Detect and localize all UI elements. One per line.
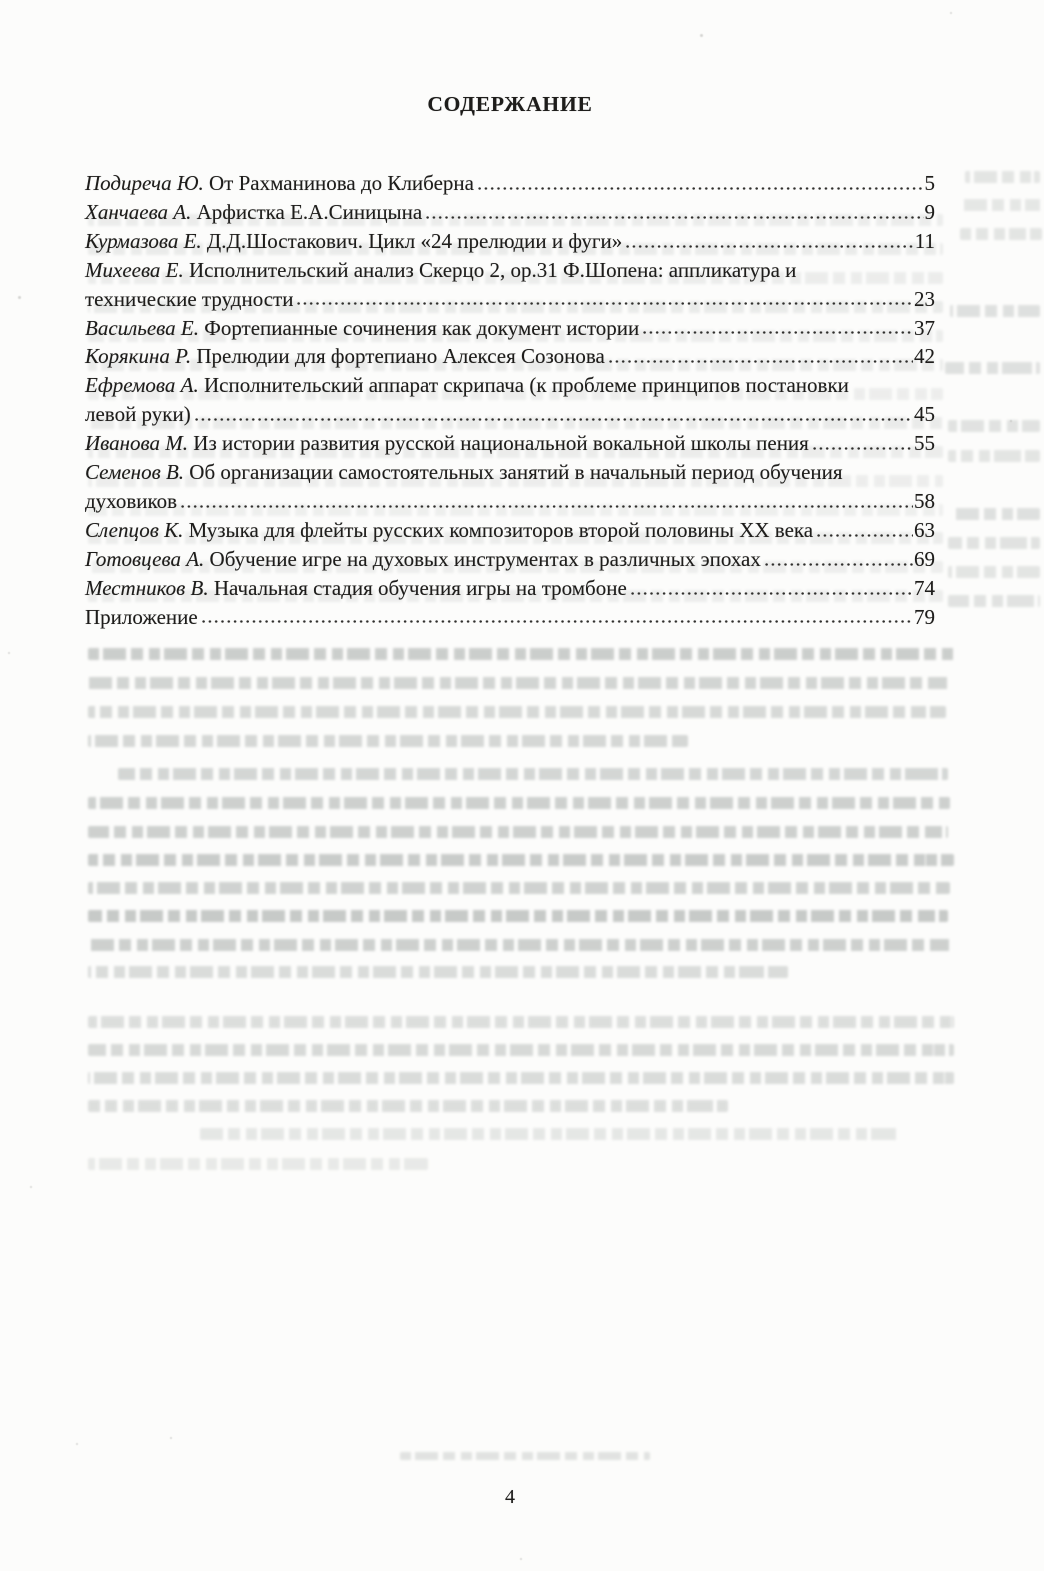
dot-leader <box>181 505 913 508</box>
toc-page-number: 9 <box>924 199 935 224</box>
scan-speck <box>30 1186 32 1188</box>
toc-entry-text: левой руки) <box>85 402 191 427</box>
toc-author: Михеева Е. <box>85 257 190 282</box>
toc-author: Ханчаева А. <box>85 199 197 224</box>
bleedthrough-line <box>88 826 948 838</box>
toc-entry-line <box>85 516 935 545</box>
toc-entry-text: Васильева Е. Фортепианные сочинения как документ истории <box>85 315 640 340</box>
toc-entry-line <box>85 574 935 603</box>
toc-entry-line <box>85 227 935 256</box>
toc-page-number: 11 <box>914 228 935 253</box>
toc-page-number: 45 <box>914 402 935 427</box>
dot-leader <box>609 360 913 363</box>
page-content <box>85 0 935 632</box>
folio-page-number: 4 <box>505 1486 515 1508</box>
scan-speck <box>950 12 952 14</box>
toc-entry-text: технические трудности <box>85 286 294 311</box>
toc-author: Корякина Р. <box>85 344 197 369</box>
toc-author: Ефремова А. <box>85 373 204 398</box>
dot-leader <box>195 418 913 421</box>
bleedthrough-line <box>88 1072 954 1084</box>
toc-author: Васильева Е. <box>85 315 205 340</box>
bleedthrough-line <box>965 171 1040 183</box>
dot-leader <box>765 563 913 566</box>
toc-entry-line <box>85 198 935 227</box>
bleedthrough-line <box>948 537 1040 549</box>
toc-entry-line <box>85 285 935 314</box>
bleedthrough-line <box>88 1044 954 1056</box>
scan-speck <box>1010 420 1012 422</box>
toc-entry-text: Слепцов К. Музыка для флейты русских композиторов второй половины ХХ века <box>85 517 814 542</box>
bleedthrough-line <box>960 228 1042 240</box>
toc-author: Семенов В. <box>85 460 190 485</box>
toc-author: Подиреча Ю. <box>85 171 210 195</box>
toc-page-number: 69 <box>914 546 935 571</box>
toc-entry-line <box>85 314 935 343</box>
toc-title: СОДЕРЖАНИЕ <box>427 92 593 116</box>
bleedthrough-line <box>88 966 788 978</box>
bleedthrough-line <box>952 508 1040 520</box>
scan-speck <box>520 1558 522 1560</box>
bleedthrough-line <box>400 1452 650 1460</box>
bleedthrough-line <box>88 706 946 718</box>
toc-entry-line <box>85 429 935 458</box>
toc-entry-text: Приложение <box>85 604 198 629</box>
dot-leader <box>643 331 913 334</box>
toc-entry-line <box>85 603 935 632</box>
bleedthrough-line <box>88 735 688 747</box>
toc-list <box>85 169 935 632</box>
dot-leader <box>478 187 924 190</box>
toc-page-number: 79 <box>914 604 935 629</box>
toc-page-number: 5 <box>924 171 935 195</box>
toc-page-number: 74 <box>914 575 935 600</box>
toc-entry-line <box>85 169 935 198</box>
dot-leader <box>202 620 913 623</box>
bleedthrough-line <box>945 362 1040 374</box>
toc-entry-text: Курмазова Е. Д.Д.Шостакович. Цикл «24 прелюдии и фуги» <box>85 228 623 253</box>
toc-entry-text: Иванова М. Из истории развития русской национальной вокальной школы пения <box>85 431 809 456</box>
scan-speck <box>170 1437 172 1439</box>
bleedthrough-line <box>118 768 948 780</box>
bleedthrough-line <box>88 1100 728 1112</box>
toc-entry-line <box>85 487 935 516</box>
bleedthrough-line <box>88 910 948 922</box>
toc-entry-text: Готовцева А. Обучение игре на духовых инструментах в различных эпохах <box>85 546 761 571</box>
scan-speck <box>76 1443 78 1445</box>
toc-author: Местников В. <box>85 575 214 600</box>
bleedthrough-line <box>88 797 950 809</box>
dot-leader <box>817 534 913 537</box>
bleedthrough-line <box>962 199 1042 211</box>
bleedthrough-line <box>950 305 1040 317</box>
toc-entry-text: Ханчаева А. Арфистка Е.А.Синицына <box>85 199 423 224</box>
toc-entry-line <box>85 342 935 371</box>
bleedthrough-line <box>948 595 1040 607</box>
bleedthrough-line <box>948 450 1040 462</box>
bleedthrough-line <box>88 939 950 951</box>
bleedthrough-line <box>88 882 950 894</box>
toc-page-number: 23 <box>914 286 935 311</box>
toc-page-number: 37 <box>914 315 935 340</box>
toc-page-number: 63 <box>914 517 935 542</box>
toc-entry-text: Местников В. Начальная стадия обучения игры на тромбоне <box>85 575 627 600</box>
scan-speck <box>8 652 10 654</box>
toc-entry-text: Подиреча Ю. От Рахманинова до Клиберна <box>85 171 474 195</box>
toc-entry-text: Ефремова А. Исполнительский аппарат скрипача (к проблеме принципов постановки <box>85 373 849 398</box>
toc-entry-line <box>85 545 935 574</box>
toc-entry-text: Михеева Е. Исполнительский анализ Скерцо 2, ор.31 Ф.Шопена: аппликатура и <box>85 257 797 282</box>
dot-leader <box>631 592 913 595</box>
toc-entry-line <box>85 400 935 429</box>
bleedthrough-line <box>200 1128 900 1140</box>
toc-author: Курмазова Е. <box>85 228 207 253</box>
bleedthrough-line <box>88 648 956 660</box>
toc-author: Иванова М. <box>85 431 194 456</box>
dot-leader <box>813 447 913 450</box>
bleedthrough-line <box>88 1016 954 1028</box>
toc-entry-text: Корякина Р. Прелюдии для фортепиано Алексея Созонова <box>85 344 605 369</box>
toc-entry-text: Семенов В. Об организации самостоятельных занятий в начальный период обучения <box>85 460 843 485</box>
dot-leader <box>626 245 913 248</box>
bleedthrough-line <box>88 1158 428 1170</box>
toc-entry-line <box>85 371 935 400</box>
toc-entry-line <box>85 458 935 487</box>
toc-entry-line <box>85 256 935 285</box>
bleedthrough-line <box>88 677 950 689</box>
bleedthrough-line <box>948 420 1040 432</box>
scan-speck <box>18 296 21 299</box>
toc-entry-text: духовиков <box>85 488 178 513</box>
toc-page-number: 58 <box>914 488 935 513</box>
toc-author: Слепцов К. <box>85 517 189 542</box>
toc-author: Готовцева А. <box>85 546 210 571</box>
toc-page-number: 42 <box>914 344 935 369</box>
dot-leader <box>297 302 913 305</box>
dot-leader <box>426 216 923 219</box>
bleedthrough-line <box>88 854 954 866</box>
bleedthrough-line <box>948 566 1040 578</box>
toc-page-number: 55 <box>914 431 935 456</box>
